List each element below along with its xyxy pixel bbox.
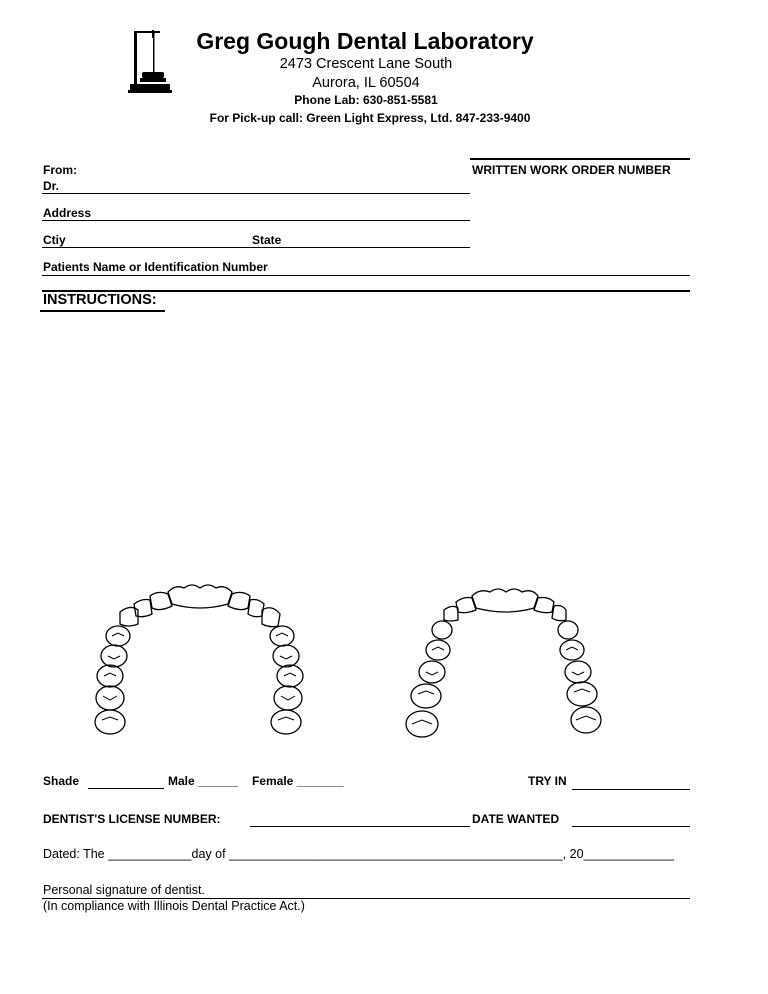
pickup-info: For Pick-up call: Green Light Express, Ltd. 847-233-9400 [209,111,531,125]
try-in-line[interactable] [572,789,690,790]
dr-label: Dr. [43,179,60,193]
shade-label: Shade [43,774,80,788]
work-order-label: WRITTEN WORK ORDER NUMBER [472,163,671,177]
city-label: Ctiy [43,233,66,247]
instructions-underline [40,310,165,312]
lab-street: 2473 Crescent Lane South [279,56,453,72]
try-in-label: TRY IN [528,774,567,788]
patient-label: Patients Name or Identification Number [43,260,268,274]
female-label[interactable]: Female _______ [252,774,344,788]
lower-dental-arch-icon [400,578,610,748]
work-order-rule [470,158,690,160]
city-state-line[interactable] [42,247,470,248]
dated-line[interactable]: Dated: The ____________day of ________________________________________________, 20_____________ [43,847,674,861]
lab-name: Greg Gough Dental Laboratory [196,28,534,54]
address-label: Address [43,206,92,220]
dr-line[interactable] [42,193,470,194]
signature-label: Personal signature of dentist. [43,883,205,897]
shade-line[interactable] [88,788,164,789]
patient-line[interactable] [42,275,690,276]
compliance-note: (In compliance with Illinois Dental Practice Act.) [43,899,305,913]
male-label[interactable]: Male ______ [168,774,239,788]
address-line[interactable] [42,220,470,221]
lab-phone: Phone Lab: 630-851-5581 [294,93,438,107]
date-wanted-label: DATE WANTED [472,812,560,826]
license-line[interactable] [250,826,470,827]
date-wanted-line[interactable] [572,826,690,827]
lab-city-line: Aurora, IL 60504 [312,75,420,91]
license-label: DENTIST'S LICENSE NUMBER: [43,812,221,826]
instructions-label: INSTRUCTIONS: [43,292,157,308]
upper-dental-arch-icon [88,578,320,748]
state-label: State [252,233,282,247]
from-label: From: [43,163,77,177]
